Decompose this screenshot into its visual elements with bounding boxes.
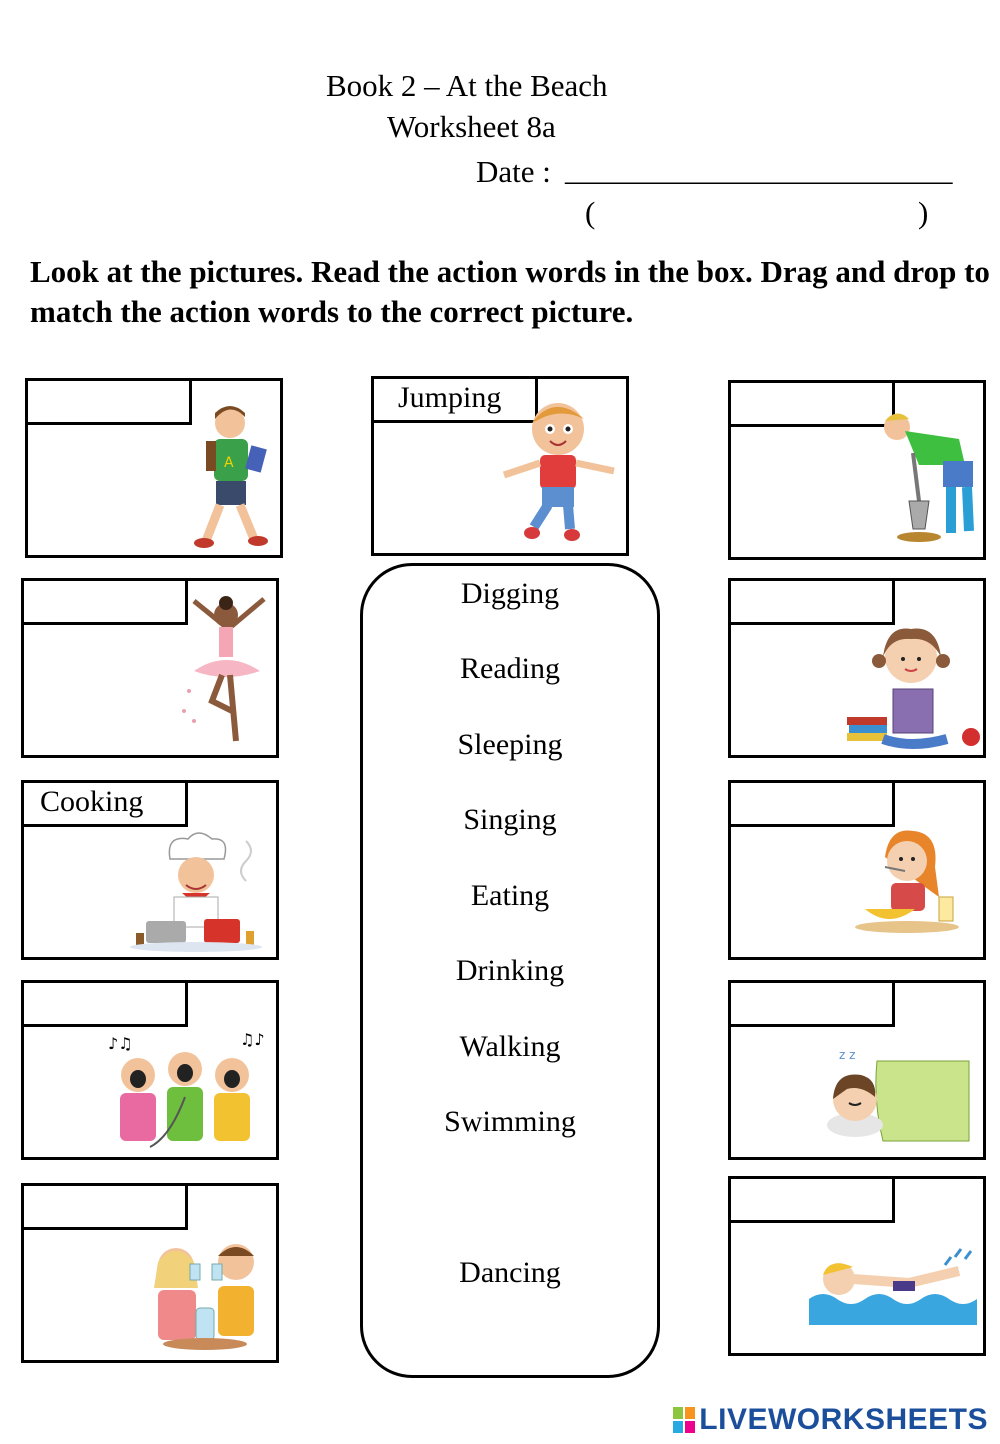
liveworksheets-logo-icon — [673, 1407, 695, 1433]
worksheet-subtitle: Worksheet 8a — [387, 109, 556, 144]
drop-box-sleeping[interactable] — [731, 983, 895, 1027]
card-sleeping — [728, 980, 986, 1160]
drop-box-reading[interactable] — [731, 581, 895, 625]
kids-drinking-picture — [140, 1238, 270, 1358]
brand-name: LIVEWORKSHEETS — [699, 1403, 988, 1436]
worksheet-title: Book 2 – At the Beach — [326, 68, 608, 103]
boy-jumping-picture — [494, 393, 624, 545]
drop-box-drinking[interactable] — [24, 1186, 188, 1230]
girl-eating-picture — [855, 827, 961, 939]
close-paren: ) — [918, 195, 929, 230]
card-digging — [728, 380, 986, 560]
word-eating[interactable]: Eating — [470, 879, 550, 912]
word-swimming[interactable]: Swimming — [444, 1105, 576, 1138]
word-drinking[interactable]: Drinking — [455, 954, 565, 987]
word-sleeping[interactable]: Sleeping — [457, 728, 563, 761]
boy-swimming-picture — [809, 1245, 981, 1325]
card-jumping — [371, 376, 629, 556]
svg-text:A: A — [224, 455, 234, 471]
card-walking — [25, 378, 283, 558]
word-walking[interactable]: Walking — [459, 1030, 561, 1063]
drop-box-cooking[interactable]: Cooking — [24, 783, 188, 827]
word-dancing[interactable]: Dancing — [459, 1256, 561, 1289]
card-singing — [21, 980, 279, 1160]
kids-singing-picture — [100, 1027, 270, 1155]
date-label: Date : — [476, 154, 551, 189]
svg-text:♫♪: ♫♪ — [240, 1030, 265, 1049]
card-reading — [728, 578, 986, 758]
drop-box-walking[interactable] — [28, 381, 192, 425]
boy-digging-picture — [879, 405, 983, 555]
card-drinking — [21, 1183, 279, 1363]
drop-box-swimming[interactable] — [731, 1179, 895, 1223]
boy-sleeping-picture — [825, 1041, 973, 1149]
open-paren: ( — [585, 195, 596, 230]
drop-box-jumping[interactable]: Jumping — [374, 379, 538, 423]
svg-text:♪♫: ♪♫ — [108, 1034, 133, 1053]
word-reading[interactable]: Reading — [460, 652, 560, 685]
drop-box-singing[interactable] — [24, 983, 188, 1027]
instructions: Look at the pictures. Read the action words in the box. Drag and drop to match the action words to the correct picture. — [30, 254, 990, 329]
liveworksheets-logo — [673, 1403, 988, 1437]
boy-walking-picture — [188, 401, 278, 551]
card-dancing — [21, 578, 279, 758]
word-digging[interactable]: Digging — [460, 577, 560, 610]
ballerina-dancing-picture — [174, 591, 274, 751]
card-eating — [728, 780, 986, 960]
word-bank — [360, 563, 660, 1378]
card-swimming — [728, 1176, 986, 1356]
word-singing[interactable]: Singing — [463, 803, 557, 836]
girl-reading-picture — [847, 621, 983, 753]
drop-box-eating[interactable] — [731, 783, 895, 827]
chef-cooking-picture — [126, 831, 266, 955]
date-line: _________________________ — [565, 152, 953, 187]
drop-box-dancing[interactable] — [24, 581, 188, 625]
card-cooking — [21, 780, 279, 960]
svg-text:z z: z z — [839, 1048, 856, 1062]
drop-box-digging[interactable] — [731, 383, 895, 427]
